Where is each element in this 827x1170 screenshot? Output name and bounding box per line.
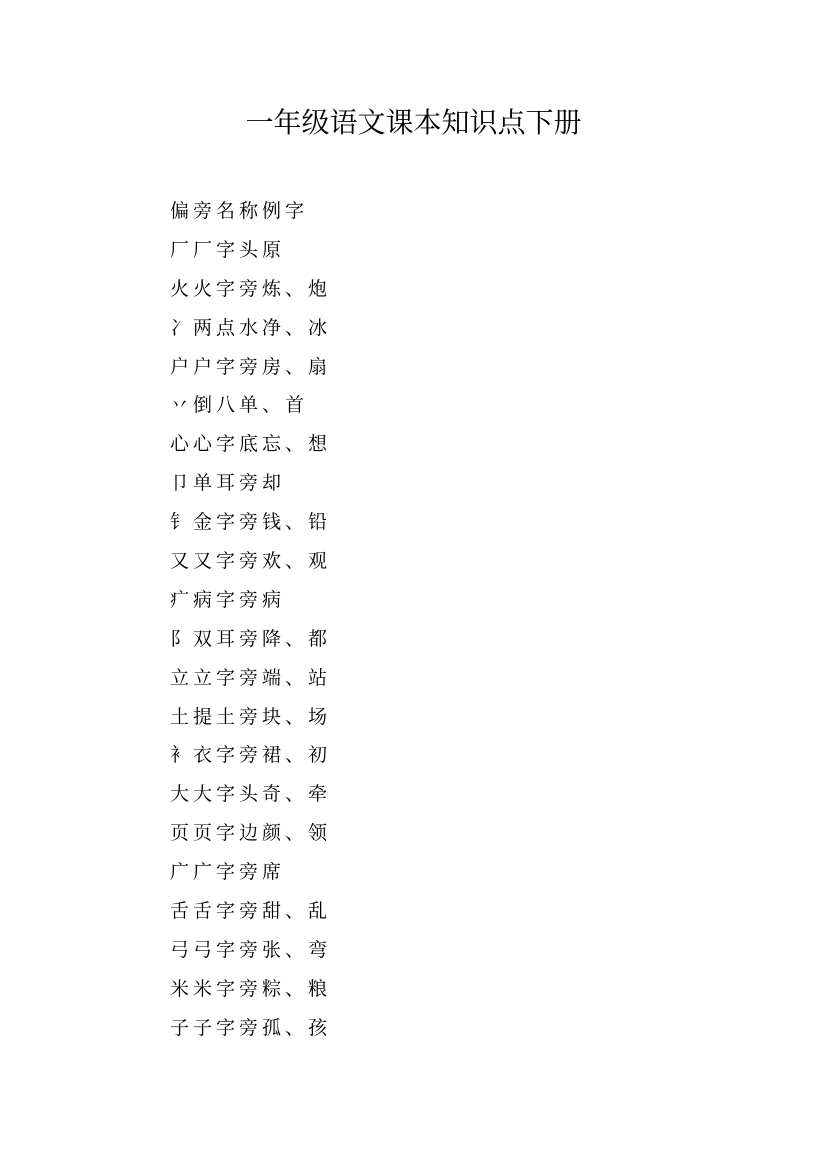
list-item: 土提土旁块、场 [170,705,332,728]
radical-list [170,192,570,1048]
list-item: 米米字旁粽、粮 [170,977,332,1000]
list-item: 又又字旁欢、观 [170,550,332,573]
list-item: 子子字旁孤、孩 [170,1016,332,1039]
list-item: 卩单耳旁却 [170,472,286,495]
list-item: 丷倒八单、首 [170,394,309,417]
list-item: 火火字旁炼、炮 [170,277,332,300]
list-item: 厂厂字头原 [170,238,286,261]
list-item: 冫两点水净、冰 [170,316,332,339]
list-item: 舌舌字旁甜、乱 [170,900,332,923]
list-item: 疒病字旁病 [170,588,286,611]
list-item: 衤衣字旁裙、初 [170,744,332,767]
list-item: 立立字旁端、站 [170,666,332,689]
list-item: 广广字旁席 [170,861,286,884]
list-item: 偏旁名称例字 [170,200,309,222]
list-item: 心心字底忘、想 [170,433,332,456]
list-item: 弓弓字旁张、弯 [170,938,332,961]
list-item: 大大字头奇、牵 [170,783,332,806]
list-item: 户户字旁房、扇 [170,355,332,378]
list-item: 页页字边颜、领 [170,822,332,845]
list-item: 阝双耳旁降、都 [170,627,332,650]
page-title: 一年级语文课本知识点下册 [245,106,582,139]
list-item: 钅金字旁钱、铅 [170,511,332,534]
